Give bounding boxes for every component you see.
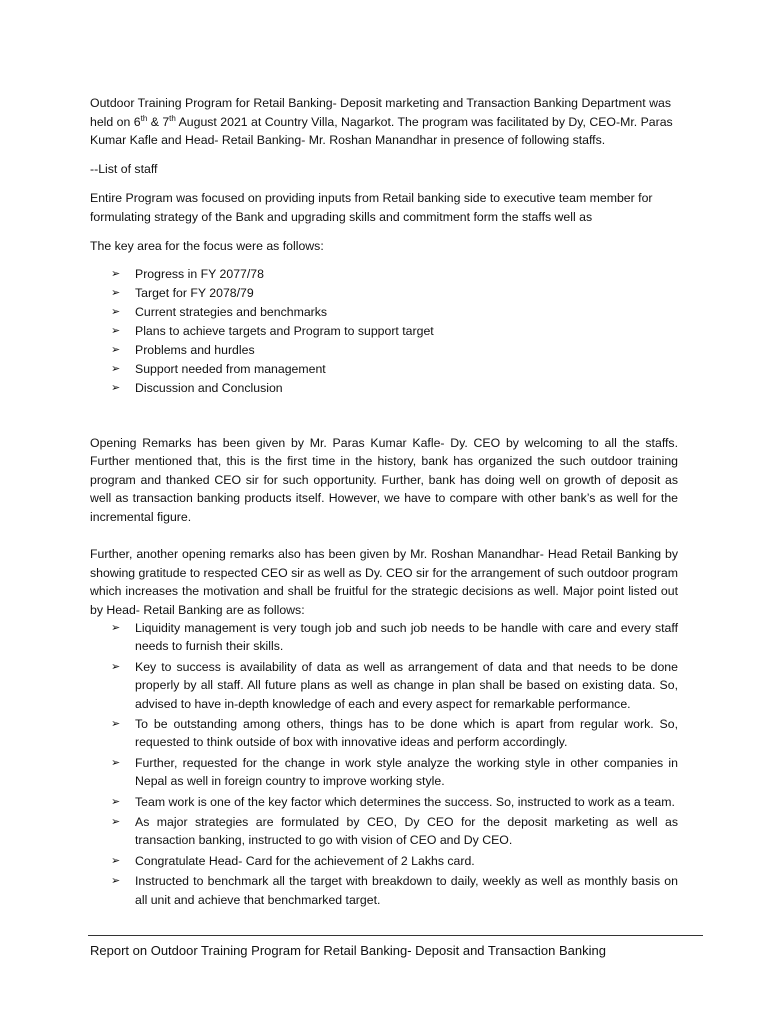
major-point-item	[90, 658, 678, 713]
list-item-text: Problems and hurdles	[135, 342, 255, 357]
focus-paragraph: Entire Program was focused on providing inputs from Retail banking side to executive team member for formulating strategy of the Bank and upgrading skills and commitment form the staffs well as	[90, 191, 653, 224]
major-point-item	[90, 715, 678, 752]
list-item-text: Target for FY 2078/79	[135, 285, 254, 300]
list-item-text: Current strategies and benchmarks	[135, 304, 328, 319]
major-point-item	[90, 852, 678, 870]
intro-text: Outdoor Training Program for Retail Banking- Deposit marketing and Transaction Banking Department was held on 6	[90, 96, 671, 129]
arrow-bullet-icon: ➢	[111, 875, 121, 888]
list-of-staff-label: --List of staff	[90, 161, 158, 176]
list-item-text: Support needed from management	[135, 361, 326, 376]
footer-divider	[88, 935, 703, 936]
arrow-bullet-icon: ➢	[111, 286, 121, 299]
arrow-bullet-icon: ➢	[111, 622, 121, 634]
major-point-item	[90, 813, 678, 850]
opening-remarks-paragraph: Opening Remarks has been given by Mr. Paras Kumar Kafle- Dy. CEO by welcoming to all the staffs. Further mentioned that, this is the first time in the history, bank has organized the such outdoor training program and thanked CEO sir for such opportunity. Further, bank has doing well on growth of deposit as well as transaction banking products itself. However, we have to compare with other bank’s as well for the incremental figure.	[90, 435, 678, 524]
list-item-text: Liquidity management is very tough job and such job needs to be handle with care and every staff needs to furnish their skills.	[135, 621, 678, 654]
arrow-bullet-icon: ➢	[111, 816, 121, 829]
arrow-bullet-icon: ➢	[111, 362, 121, 375]
arrow-bullet-icon: ➢	[111, 324, 121, 337]
arrow-bullet-icon: ➢	[111, 305, 121, 318]
list-item-text: As major strategies are formulated by CEO, Dy CEO for the deposit marketing as well as transaction banking, instructed to go with vision of CEO and Dy CEO.	[135, 815, 678, 848]
focus-area-item	[90, 379, 678, 398]
focus-area-item	[90, 303, 678, 322]
arrow-bullet-icon: ➢	[111, 795, 121, 808]
arrow-bullet-icon: ➢	[111, 267, 121, 280]
document-body	[90, 94, 678, 911]
focus-area-list	[90, 265, 678, 398]
arrow-bullet-icon: ➢	[111, 381, 121, 394]
major-points-list	[90, 619, 678, 909]
ordinal-suffix: th	[169, 113, 176, 123]
list-item-text: Discussion and Conclusion	[135, 380, 283, 395]
arrow-bullet-icon: ➢	[111, 660, 121, 673]
focus-area-item	[90, 341, 678, 360]
list-item-text: Progress in FY 2077/78	[135, 266, 264, 281]
further-remarks-paragraph: Further, another opening remarks also has been given by Mr. Roshan Manandhar- Head Retail Banking by showing gratitude to respected CEO sir as well as Dy. CEO sir for the arrangement of such outdoor program which increases the motivation and shall be fruitful for the strategic decisions as well. Major point listed out by Head- Retail Banking are as follows:	[90, 547, 678, 617]
major-point-item	[90, 793, 678, 811]
arrow-bullet-icon: ➢	[111, 854, 121, 867]
list-item-text: Further, requested for the change in work style analyze the working style in other companies in Nepal as well in foreign country to improve working style.	[135, 755, 678, 789]
focus-area-item	[90, 360, 678, 379]
intro-text: & 7	[147, 114, 170, 129]
list-item-text: Team work is one of the key factor which determines the success. So, instructed to work as a team.	[135, 794, 675, 809]
arrow-bullet-icon: ➢	[111, 756, 121, 769]
ordinal-suffix: th	[140, 113, 148, 123]
list-item-text: Instructed to benchmark all the target with breakdown to daily, weekly as well as monthly basis on all unit and achieve that benchmarked target.	[135, 874, 678, 907]
list-item-text: Congratulate Head- Card for the achievement of 2 Lakhs card.	[135, 853, 475, 868]
intro-text: August 2021 at Country Villa, Nagarkot. The program was facilitated by Dy, CEO-Mr. Paras Kumar Kafle and Head- Retail Banking- Mr. Roshan Manandhar in presence of following staffs.	[90, 114, 673, 147]
intro-paragraph	[90, 94, 678, 150]
page-footer: Report on Outdoor Training Program for Retail Banking- Deposit and Transaction Banking	[90, 943, 606, 958]
arrow-bullet-icon: ➢	[111, 718, 121, 731]
list-item-text: To be outstanding among others, things has to be done which is apart from regular work. So, requested to think outside of box with innovative ideas and perform accordingly.	[135, 717, 678, 750]
key-area-heading: The key area for the focus were as follows:	[90, 239, 324, 253]
focus-area-item	[90, 265, 678, 284]
major-point-item	[90, 619, 678, 656]
focus-area-item	[90, 322, 678, 341]
major-point-item	[90, 872, 678, 909]
focus-area-item	[90, 284, 678, 303]
arrow-bullet-icon: ➢	[111, 343, 121, 356]
major-point-item	[90, 754, 678, 791]
list-item-text: Plans to achieve targets and Program to support target	[135, 323, 434, 338]
list-item-text: Key to success is availability of data as well as arrangement of data and that needs to be done properly by all staff. All future plans as well as change in plan shall be based on existing data. So, advised to have in-depth knowledge of each and every aspect for remarkable performance.	[135, 659, 678, 711]
